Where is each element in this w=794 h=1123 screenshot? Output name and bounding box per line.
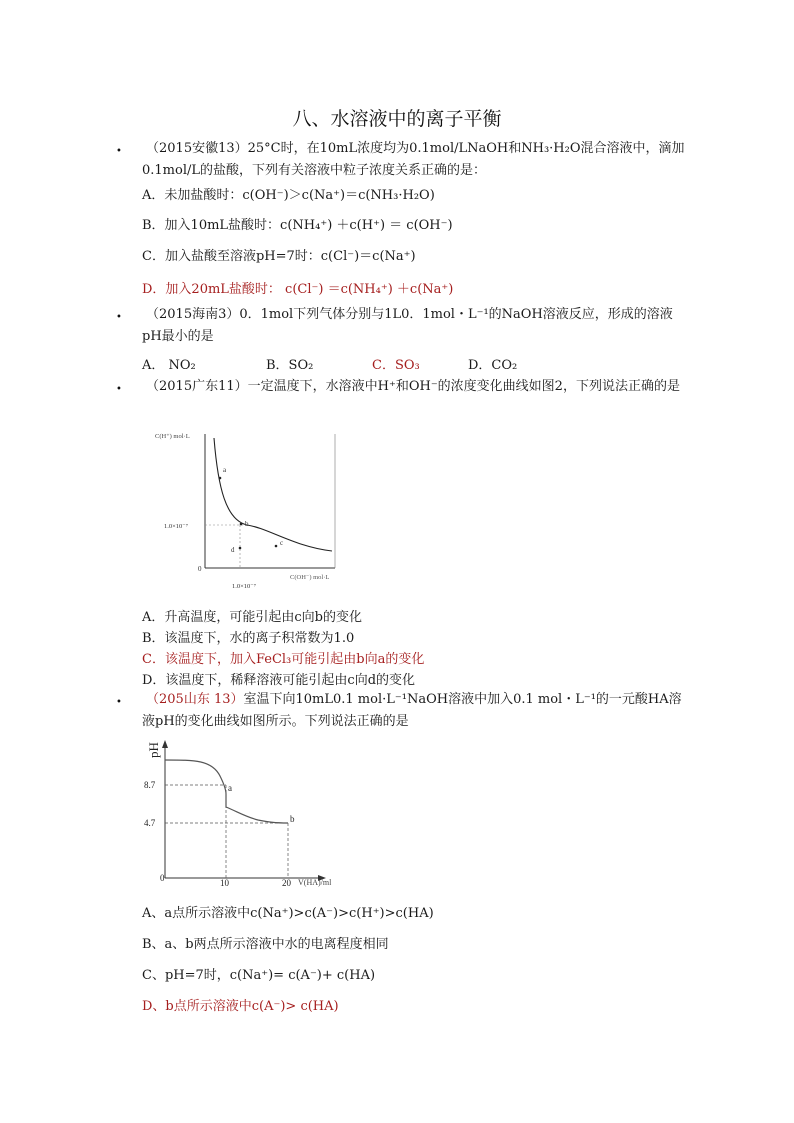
q3-option-a: A．升高温度，可能引起由c向b的变化 xyxy=(142,610,362,625)
graph1-point-c: c xyxy=(280,539,284,547)
figure-ph-titration-curve xyxy=(140,738,340,888)
page-title: 八、水溶液中的离子平衡 xyxy=(292,108,502,130)
bullet: • xyxy=(116,697,122,708)
graph1-x-label: C(OH⁻) mol·L xyxy=(290,574,330,581)
graph2-y-tick-4-7: 4.7 xyxy=(144,818,156,828)
q3-option-b: B．该温度下，水的离子积常数为1.0 xyxy=(142,631,355,646)
q4-option-d: D、b点所示溶液中c(A⁻)> c(HA) xyxy=(142,999,339,1014)
graph2-y-label: pH xyxy=(146,742,161,758)
graph1-point-a: a xyxy=(223,466,227,474)
bullet: • xyxy=(116,146,122,157)
q2-option-c: C．SO₃ xyxy=(372,358,420,373)
graph1-point-d: d xyxy=(231,546,235,554)
graph2-x-label: V(HA)/ml xyxy=(298,878,332,887)
question-3-stem: （2015广东11）一定温度下，水溶液中H⁺和OH⁻的浓度变化曲线如图2，下列说法正确的是 xyxy=(146,379,680,394)
graph2-x-tick-20: 20 xyxy=(282,878,291,888)
q1-option-b: B．加入10mL盐酸时：c(NH₄⁺) ＋c(H⁺) ＝ c(OH⁻) xyxy=(142,218,453,233)
q1-option-c: C．加入盐酸至溶液pH=7时：c(Cl⁻)＝c(Na⁺) xyxy=(142,249,416,264)
graph2-curve xyxy=(165,760,288,823)
graph1-y-tick: 1.0×10⁻⁷ xyxy=(164,523,188,530)
graph2-x-tick-0: 0 xyxy=(160,873,165,883)
q4-stem-text: 室温下向10mL0.1 mol·L⁻¹NaOH溶液中加入0.1 mol・L⁻¹的一元酸HA溶液pH的变化曲线如图所示。下列说法正确的是 xyxy=(142,692,682,729)
bullet: • xyxy=(116,312,122,323)
q2-option-a: A． NO₂ xyxy=(142,358,196,373)
q3-option-d: D．该温度下，稀释溶液可能引起由c向d的变化 xyxy=(142,673,416,688)
q4-option-c: C、pH=7时，c(Na⁺)= c(A⁻)+ c(HA) xyxy=(142,968,376,983)
graph1-x-tick: 1.0×10⁻⁷ xyxy=(232,583,256,590)
question-1-stem: （2015安徽13）25°C时，在10mL浓度均为0.1mol/LNaOH和NH₃·H₂O混合溶液中，滴加0.1mol/L的盐酸，下列有关溶液中粒子浓度关系正确的是： xyxy=(142,141,685,178)
q4-option-b: B、a、b两点所示溶液中水的电离程度相同 xyxy=(142,937,389,952)
question-2-stem: （2015海南3）0．1mol下列气体分别与1L0．1mol・L⁻¹的NaOH溶液反应，形成的溶液pH最小的是 xyxy=(142,307,673,344)
graph1-origin: 0 xyxy=(198,565,202,573)
q2-option-d: D．CO₂ xyxy=(468,358,518,373)
question-4-stem xyxy=(142,689,687,733)
q1-option-a: A．未加盐酸时：c(OH⁻)＞c(Na⁺)＝c(NH₃·H₂O) xyxy=(142,188,435,203)
graph1-point-b: b xyxy=(245,520,249,528)
q4-source-tag: （205山东 13） xyxy=(146,692,244,707)
bullet: • xyxy=(116,384,122,395)
q1-option-d: D．加入20mL盐酸时： c(Cl⁻) ＝c(NH₄⁺) ＋c(Na⁺) xyxy=(142,282,454,297)
graph1-y-label: C(H⁺) mol·L xyxy=(155,433,190,440)
graph1-curve xyxy=(214,438,332,551)
q4-option-a: A、a点所示溶液中c(Na⁺)>c(A⁻)>c(H⁺)>c(HA) xyxy=(142,906,434,921)
figure-water-ion-curve xyxy=(150,428,350,593)
q3-option-c: C．该温度下，加入FeCl₃可能引起由b向a的变化 xyxy=(142,652,425,667)
graph2-point-b: b xyxy=(290,814,295,824)
graph2-point-a: a xyxy=(228,783,232,793)
graph2-y-tick-8-7: 8.7 xyxy=(144,780,156,790)
q2-option-b: B．SO₂ xyxy=(266,358,314,373)
graph2-x-tick-10: 10 xyxy=(220,878,229,888)
